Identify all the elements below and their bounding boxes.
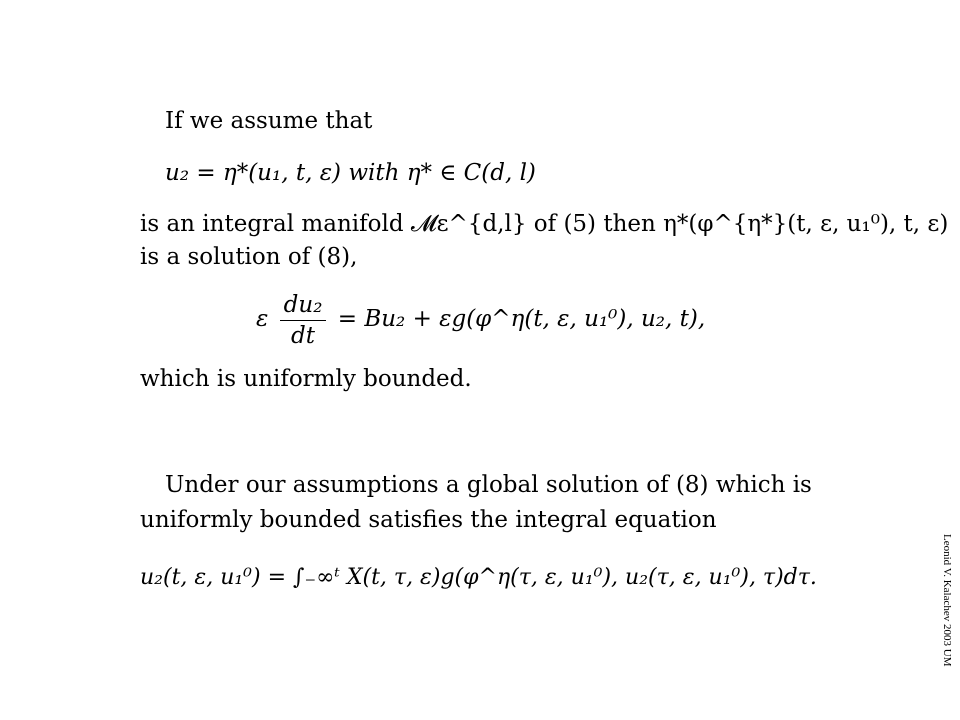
- integral-manifold-text: is an integral manifold 𝓜ε^{d,l} of (5) then η*(φ^{η*}(t, ε, u₁⁰), t, ε): [140, 211, 949, 237]
- solution-text: is a solution of (8),: [140, 244, 358, 270]
- formula-u2-eta: u₂ = η*(u₁, t, ε) with η* ∈ C(d, l): [165, 160, 536, 186]
- derivative-fraction: [280, 291, 327, 350]
- integral-equation-intro: uniformly bounded satisfies the integral equation: [140, 507, 717, 533]
- fraction-numerator: du₂: [280, 291, 327, 321]
- equation-right-side: = Bu₂ + εg(φ^η(t, ε, u₁⁰), u₂, t),: [337, 306, 706, 332]
- fraction-denominator: dt: [291, 322, 316, 349]
- uniformly-bounded-text: which is uniformly bounded.: [140, 366, 472, 392]
- equation-epsilon: ε: [256, 306, 269, 332]
- intro-text: If we assume that: [165, 108, 373, 134]
- author-credit: Leonid V. Kalachev 2003 UM: [941, 534, 953, 667]
- assumptions-text: Under our assumptions a global solution of (8) which is: [165, 472, 812, 498]
- differential-equation: [256, 290, 705, 350]
- integral-equation: u₂(t, ε, u₁⁰) = ∫₋∞ᵗ X(t, τ, ε)g(φ^η(τ, ε, u₁⁰), u₂(τ, ε, u₁⁰), τ)dτ.: [140, 565, 817, 590]
